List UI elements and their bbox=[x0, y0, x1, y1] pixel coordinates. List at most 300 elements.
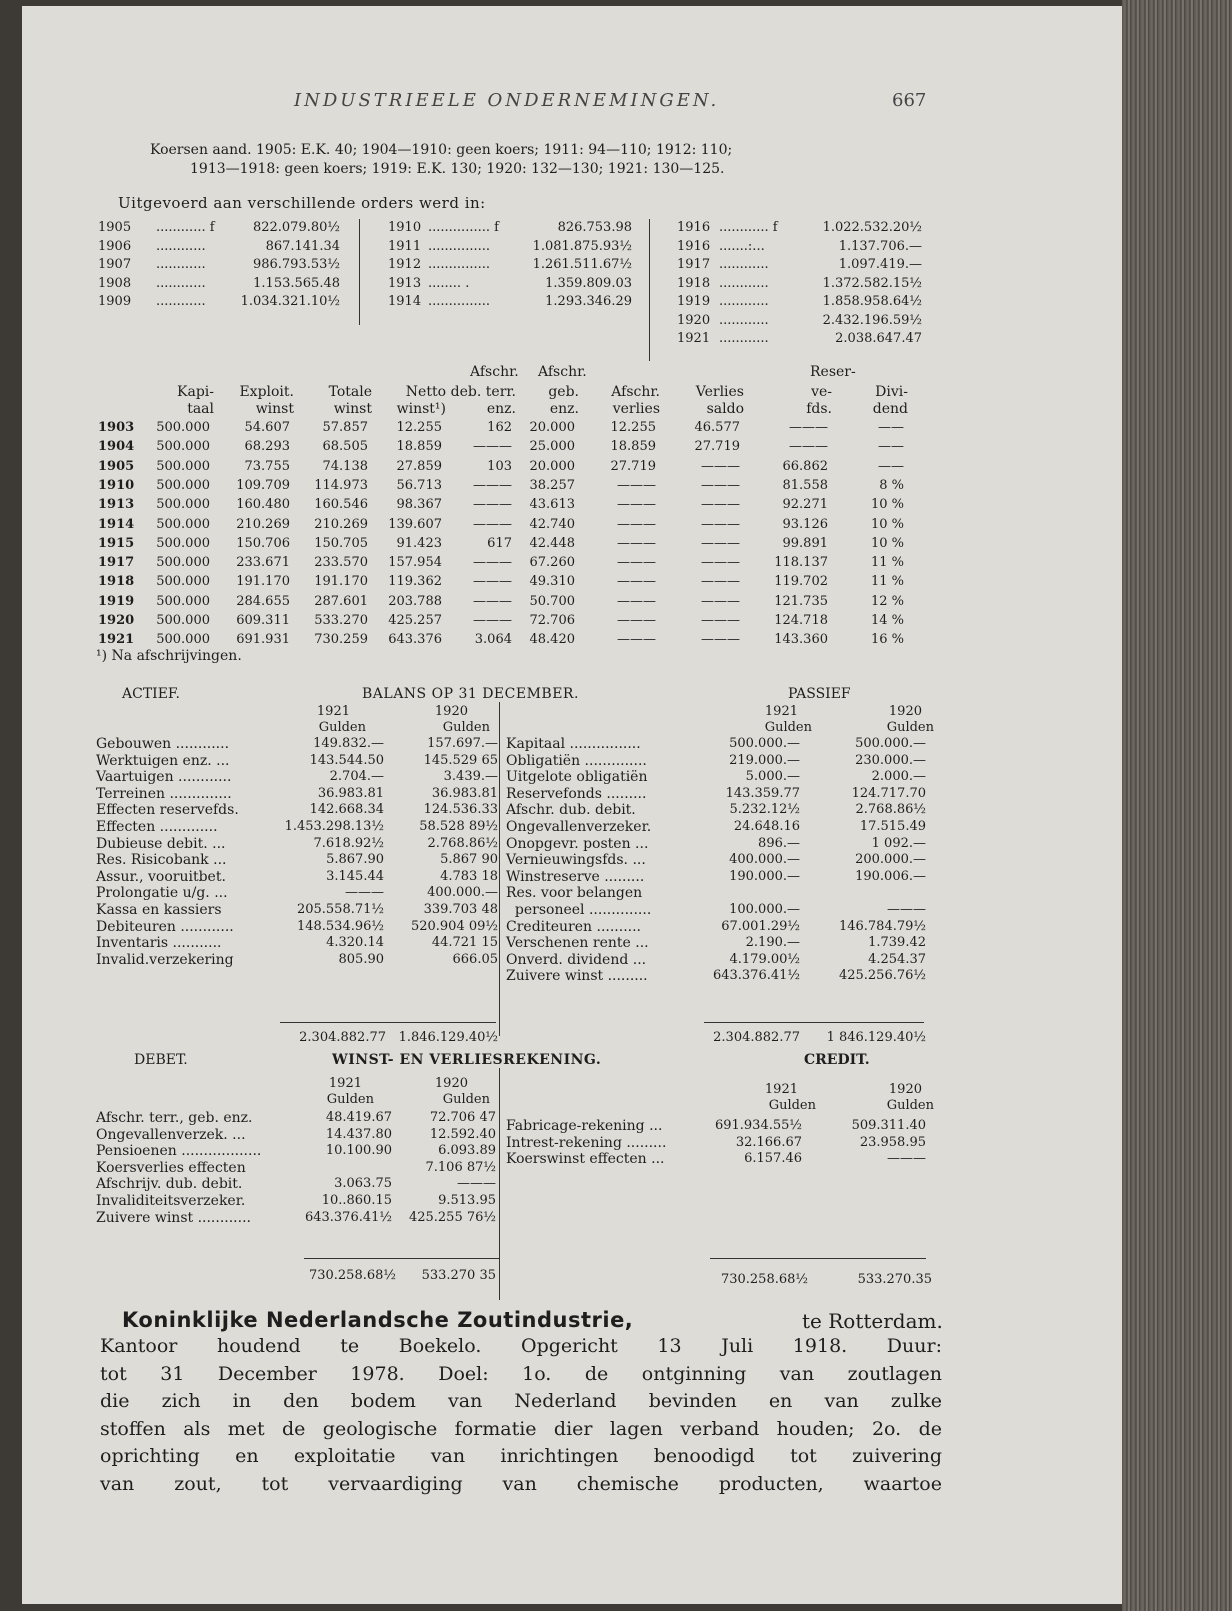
results-cell: 27.719 bbox=[694, 439, 740, 455]
order-leader: ............... f bbox=[428, 220, 499, 235]
winst-year: 1920 bbox=[888, 1082, 922, 1097]
order-year: 1916 bbox=[677, 238, 711, 254]
results-cell: 500.000 bbox=[156, 555, 210, 571]
results-cell: 150.705 bbox=[314, 535, 368, 551]
results-cell: 191.170 bbox=[236, 574, 290, 590]
results-header: Divi- bbox=[875, 384, 908, 400]
results-cell: 54.607 bbox=[244, 420, 290, 435]
results-cell: 68.505 bbox=[322, 439, 368, 455]
passief-label: Verschenen rente ... bbox=[506, 935, 649, 952]
actief-1921: 5.867.90 bbox=[326, 852, 384, 868]
order-leader: ............ bbox=[719, 294, 769, 309]
results-cell: ——— bbox=[617, 497, 656, 513]
results-year: 1903 bbox=[98, 420, 135, 435]
results-cell: 72.706 bbox=[529, 613, 575, 628]
passief-label: Res. voor belangen bbox=[506, 885, 643, 902]
results-cell: ——— bbox=[701, 574, 740, 590]
results-year: 1904 bbox=[98, 439, 135, 455]
actief-1921: 4.320.14 bbox=[326, 935, 384, 951]
results-cell: ——— bbox=[701, 555, 740, 571]
winst-unit: Gulden bbox=[442, 1092, 490, 1107]
passief-1920: 2.768.86½ bbox=[855, 802, 926, 818]
passief-1920: 1 092.— bbox=[871, 835, 926, 851]
actief-label: Assur., vooruitbet. bbox=[96, 868, 226, 885]
actief-1920: 339.703 48 bbox=[423, 902, 498, 917]
results-cell: 609.311 bbox=[236, 613, 290, 628]
results-header: Totale bbox=[328, 384, 372, 400]
results-cell: 287.601 bbox=[314, 593, 368, 609]
passief-1920: 2.000.— bbox=[871, 769, 926, 785]
company-line: tot 31 December 1978. Doel: 1o. de ontginning van zoutlagen bbox=[100, 1362, 942, 1385]
order-leader: ............ f bbox=[719, 220, 778, 235]
book-edge bbox=[1122, 0, 1232, 1611]
winst-year: 1920 bbox=[434, 1076, 468, 1091]
actief-label: Dubieuse debit. ... bbox=[96, 835, 226, 852]
order-leader: ............ bbox=[156, 257, 206, 272]
order-leader: ............... bbox=[428, 294, 490, 309]
results-cell: 10 % bbox=[870, 535, 904, 551]
order-amount: 1.081.875.93½ bbox=[532, 238, 632, 254]
results-year: 1920 bbox=[98, 613, 135, 628]
actief-1921: 148.534.96½ bbox=[296, 918, 384, 934]
balans-year: 1921 bbox=[764, 704, 798, 719]
results-cell: ——— bbox=[789, 439, 828, 455]
results-cell: 92.271 bbox=[782, 497, 828, 513]
winst-unit: Gulden bbox=[326, 1092, 374, 1107]
results-cell: 157.954 bbox=[388, 555, 442, 571]
order-amount: 867.141.34 bbox=[265, 238, 340, 254]
results-cell: 12.255 bbox=[610, 420, 656, 435]
passief-total-1921: 2.304.882.77 bbox=[713, 1030, 800, 1045]
actief-1920: 5.867 90 bbox=[440, 852, 498, 868]
results-header: Kapi- bbox=[177, 384, 214, 400]
results-cell: 114.973 bbox=[314, 477, 368, 493]
passief-1921: 5.000.— bbox=[745, 769, 800, 785]
debet-1920: 7.106 87½ bbox=[425, 1159, 496, 1175]
results-cell: 91.423 bbox=[396, 535, 442, 551]
results-cell: 49.310 bbox=[529, 574, 575, 590]
results-header: saldo bbox=[706, 401, 744, 417]
debet-1921: 3.063.75 bbox=[334, 1176, 392, 1192]
actief-1921: 1.453.298.13½ bbox=[284, 819, 384, 834]
order-amount: 1.153.565.48 bbox=[253, 275, 340, 291]
results-header: winst¹) bbox=[396, 401, 446, 417]
passief-1921: 2.190.— bbox=[745, 935, 800, 951]
order-amount: 986.793.53½ bbox=[252, 257, 340, 272]
balans-year: 1921 bbox=[316, 704, 350, 719]
results-cell: ——— bbox=[617, 535, 656, 551]
results-cell: 103 bbox=[487, 458, 512, 474]
balans-unit: Gulden bbox=[764, 720, 812, 735]
balans-unit: Gulden bbox=[318, 720, 366, 735]
balans-year: 1920 bbox=[888, 704, 922, 719]
debet-1921: 10.100.90 bbox=[325, 1143, 392, 1159]
results-year: 1915 bbox=[98, 535, 135, 551]
order-year: 1913 bbox=[388, 275, 422, 291]
results-cell: 500.000 bbox=[156, 593, 210, 609]
actief-1921: 36.983.81 bbox=[317, 785, 384, 801]
results-cell: 10 % bbox=[870, 497, 904, 513]
results-cell: 119.702 bbox=[774, 574, 828, 590]
results-year: 1917 bbox=[98, 555, 135, 571]
passief-1920: 146.784.79½ bbox=[838, 918, 926, 934]
actief-1921: 805.90 bbox=[338, 951, 384, 967]
results-cell: 56.713 bbox=[396, 477, 442, 493]
results-cell: 18.859 bbox=[396, 439, 442, 455]
results-cell: 43.613 bbox=[529, 497, 575, 513]
results-cell: ——— bbox=[617, 593, 656, 609]
order-amount: 1.359.809.03 bbox=[545, 275, 632, 291]
results-cell: 500.000 bbox=[156, 458, 210, 474]
debet-total-1921: 730.258.68½ bbox=[308, 1268, 396, 1283]
order-amount: 1.372.582.15½ bbox=[822, 275, 922, 291]
results-cell: ——— bbox=[617, 632, 656, 648]
results-cell: 8 % bbox=[879, 477, 904, 493]
results-header-top: Afschr. bbox=[470, 364, 519, 380]
order-amount: 1.137.706.— bbox=[838, 238, 922, 254]
actief-1921: 143.544.50 bbox=[309, 752, 384, 768]
results-cell: —— bbox=[878, 439, 904, 455]
credit-total-1921: 730.258.68½ bbox=[720, 1272, 808, 1287]
results-cell: 3.064 bbox=[474, 632, 512, 648]
actief-1920: 520.904 09½ bbox=[410, 918, 498, 934]
passief-label: Zuivere winst ......... bbox=[506, 968, 648, 985]
actief-1921: 142.668.34 bbox=[309, 802, 384, 818]
actief-label: Kassa en kassiers bbox=[96, 902, 222, 918]
order-year: 1921 bbox=[677, 331, 711, 346]
balans-title: BALANS OP 31 DECEMBER. bbox=[362, 686, 579, 702]
passief-1920: ——— bbox=[887, 902, 926, 917]
passief-label: Reservefonds ......... bbox=[506, 785, 647, 802]
order-year: 1914 bbox=[388, 294, 422, 309]
passief-1921: 100.000.— bbox=[729, 902, 800, 917]
credit-label: Intrest-rekening ......... bbox=[506, 1134, 667, 1151]
debet-1921: 48.419.67 bbox=[325, 1110, 392, 1125]
results-cell: ——— bbox=[617, 613, 656, 628]
winst-year: 1921 bbox=[328, 1076, 362, 1091]
debet-1921: 643.376.41½ bbox=[304, 1209, 392, 1225]
passief-1920: 190.006.— bbox=[855, 868, 926, 884]
results-cell: ——— bbox=[701, 613, 740, 628]
passief-1920: 425.256.76½ bbox=[838, 968, 926, 984]
results-cell: 210.269 bbox=[236, 516, 290, 532]
winst-left-label: DEBET. bbox=[134, 1052, 188, 1068]
winst-unit: Gulden bbox=[768, 1098, 816, 1113]
passief-1920: 124.717.70 bbox=[851, 785, 926, 801]
passief-1921: 67.001.29½ bbox=[721, 918, 800, 934]
winst-right-label: CREDIT. bbox=[804, 1052, 870, 1068]
actief-1921: ——— bbox=[345, 885, 384, 901]
debet-1921: 14.437.80 bbox=[325, 1126, 392, 1142]
order-leader: ............ bbox=[156, 294, 206, 309]
company-location: te Rotterdam. bbox=[802, 1309, 943, 1333]
results-header: Afschr. bbox=[611, 384, 660, 400]
results-cell: ——— bbox=[701, 632, 740, 648]
order-year: 1906 bbox=[98, 238, 132, 254]
results-cell: 284.655 bbox=[236, 593, 290, 609]
results-cell: 99.891 bbox=[782, 535, 828, 551]
results-cell: ——— bbox=[473, 497, 512, 513]
passief-1921: 500.000.— bbox=[729, 736, 800, 751]
results-cell: 124.718 bbox=[774, 613, 828, 628]
actief-label: Prolongatie u/g. ... bbox=[96, 885, 228, 902]
credit-1921: 32.166.67 bbox=[735, 1134, 802, 1150]
order-leader: ............ f bbox=[156, 220, 215, 235]
results-cell: —— bbox=[878, 458, 904, 474]
results-cell: 533.270 bbox=[314, 613, 368, 628]
debet-label: Invaliditeitsverzeker. bbox=[96, 1193, 246, 1209]
results-header-top: Reser- bbox=[810, 364, 856, 380]
results-cell: 73.755 bbox=[244, 458, 290, 474]
results-header: winst bbox=[333, 401, 372, 417]
footnote: ¹) Na afschrijvingen. bbox=[96, 648, 242, 664]
results-cell: ——— bbox=[701, 535, 740, 551]
actief-1920: 666.05 bbox=[452, 951, 498, 967]
results-cell: ——— bbox=[701, 477, 740, 493]
actief-1920: 58.528 89½ bbox=[419, 819, 498, 834]
winst-unit: Gulden bbox=[886, 1098, 934, 1113]
credit-label: Koerswinst effecten ... bbox=[506, 1151, 665, 1168]
passief-1920: 17.515.49 bbox=[859, 819, 926, 834]
order-year: 1919 bbox=[677, 294, 711, 309]
results-cell: ——— bbox=[473, 477, 512, 493]
winst-title: WINST- EN VERLIESREKENING. bbox=[332, 1052, 602, 1068]
company-line: oprichting en exploitatie van inrichtingen benoodigd tot zuivering bbox=[100, 1445, 942, 1467]
debet-1920: 9.513.95 bbox=[438, 1193, 496, 1208]
passief-1920: 200.000.— bbox=[855, 852, 926, 868]
results-cell: ——— bbox=[701, 593, 740, 609]
running-header: INDUSTRIEELE ONDERNEMINGEN. bbox=[294, 90, 720, 111]
total-rule bbox=[710, 1258, 926, 1259]
results-cell: 16 % bbox=[870, 632, 904, 648]
passief-1921: 143.359.77 bbox=[725, 785, 800, 801]
credit-label: Fabricage-rekening ... bbox=[506, 1118, 663, 1134]
results-cell: 66.862 bbox=[782, 458, 828, 474]
results-cell: ——— bbox=[617, 574, 656, 590]
results-cell: 500.000 bbox=[156, 516, 210, 532]
order-year: 1918 bbox=[677, 275, 711, 291]
credit-1920: ——— bbox=[887, 1151, 926, 1167]
actief-1920: 157.697.— bbox=[427, 736, 498, 751]
results-cell: 68.293 bbox=[244, 439, 290, 455]
results-cell: 12 % bbox=[870, 593, 904, 609]
company-line: stoffen als met de geologische formatie dier lagen verband houden; 2o. de bbox=[100, 1417, 942, 1440]
passief-1920: 1.739.42 bbox=[868, 935, 926, 951]
results-cell: 50.700 bbox=[529, 593, 575, 609]
order-amount: 822.079.80½ bbox=[252, 220, 340, 235]
passief-label: Afschr. dub. debit. bbox=[506, 802, 636, 819]
order-year: 1907 bbox=[98, 257, 132, 272]
results-cell: 38.257 bbox=[529, 477, 575, 493]
results-cell: 118.137 bbox=[774, 555, 828, 571]
koersen-line-1: Koersen aand. 1905: E.K. 40; 1904—1910: geen koers; 1911: 94—110; 1912: 110; bbox=[150, 142, 733, 158]
actief-1920: 36.983.81 bbox=[431, 785, 498, 801]
actief-1921: 3.145.44 bbox=[326, 868, 384, 884]
order-leader: ............ bbox=[719, 257, 769, 272]
actief-label: Terreinen .............. bbox=[96, 785, 232, 802]
debet-1920: 12.592.40 bbox=[429, 1126, 496, 1142]
results-cell: 643.376 bbox=[388, 632, 442, 648]
results-header: dend bbox=[872, 401, 908, 417]
results-cell: ——— bbox=[701, 516, 740, 532]
results-header-top: Afschr. bbox=[538, 364, 587, 380]
passief-1921: 896.— bbox=[758, 835, 800, 851]
passief-1920: 500.000.— bbox=[855, 736, 926, 751]
results-cell: 233.671 bbox=[236, 555, 290, 571]
debet-label: Ongevallenverzek. ... bbox=[96, 1126, 246, 1143]
winst-year: 1921 bbox=[764, 1082, 798, 1097]
results-cell: ——— bbox=[473, 613, 512, 628]
actief-label: Invalid.verzekering bbox=[96, 951, 234, 968]
actief-1921: 149.832.— bbox=[313, 736, 384, 751]
results-cell: 109.709 bbox=[236, 477, 290, 493]
order-year: 1908 bbox=[98, 275, 132, 291]
debet-total-1920: 533.270 35 bbox=[421, 1268, 496, 1283]
results-cell: 162 bbox=[487, 420, 512, 435]
actief-1920: 3.439.— bbox=[443, 769, 498, 785]
order-year: 1909 bbox=[98, 294, 132, 309]
results-cell: 150.706 bbox=[236, 535, 290, 551]
results-cell: 74.138 bbox=[322, 458, 368, 474]
results-cell: 67.260 bbox=[529, 555, 575, 571]
order-amount: 1.261.511.67½ bbox=[532, 257, 632, 272]
actief-1920: 145.529 65 bbox=[423, 752, 498, 768]
order-year: 1916 bbox=[677, 220, 711, 235]
results-cell: 500.000 bbox=[156, 497, 210, 513]
results-cell: 233.570 bbox=[314, 555, 368, 571]
results-cell: 500.000 bbox=[156, 535, 210, 551]
order-leader: ............ bbox=[719, 331, 769, 346]
company-name: Koninklijke Nederlandsche Zoutindustrie, bbox=[122, 1308, 634, 1332]
actief-label: Effecten reservefds. bbox=[96, 802, 239, 819]
results-cell: ——— bbox=[473, 439, 512, 455]
passief-1921: 400.000.— bbox=[729, 852, 800, 868]
results-cell: 691.931 bbox=[236, 632, 290, 648]
results-cell: ——— bbox=[473, 516, 512, 532]
order-leader: ............... bbox=[428, 238, 490, 254]
koersen-line-2: 1913—1918: geen koers; 1919: E.K. 130; 1920: 132—130; 1921: 130—125. bbox=[190, 161, 725, 177]
results-cell: 500.000 bbox=[156, 613, 210, 628]
results-cell: ——— bbox=[617, 555, 656, 571]
results-cell: 42.448 bbox=[529, 535, 575, 551]
company-line: van zout, tot vervaardiging van chemische producten, waartoe bbox=[100, 1472, 942, 1495]
results-year: 1905 bbox=[98, 458, 135, 474]
passief-total-1920: 1 846.129.40½ bbox=[826, 1030, 926, 1045]
results-cell: 160.546 bbox=[314, 497, 368, 513]
order-amount: 1.097.419.— bbox=[838, 257, 922, 272]
passief-label: Uitgelote obligatiën bbox=[506, 769, 648, 786]
credit-1920: 509.311.40 bbox=[851, 1118, 926, 1133]
passief-1920: 4.254.37 bbox=[868, 951, 926, 967]
results-cell: 57.857 bbox=[322, 420, 368, 435]
results-header: deb. terr. bbox=[450, 384, 516, 400]
order-year: 1917 bbox=[677, 257, 711, 272]
results-cell: 191.170 bbox=[314, 574, 368, 590]
results-cell: 210.269 bbox=[314, 516, 368, 532]
results-cell: 617 bbox=[487, 535, 512, 551]
actief-label: Werktuigen enz. ... bbox=[96, 752, 230, 769]
results-cell: ——— bbox=[473, 574, 512, 590]
results-header: verlies bbox=[612, 401, 660, 417]
results-header: geb. bbox=[548, 384, 579, 400]
actief-label: Effecten ............. bbox=[96, 819, 218, 835]
results-cell: ——— bbox=[701, 497, 740, 513]
results-cell: 11 % bbox=[870, 574, 904, 590]
results-cell: ——— bbox=[473, 555, 512, 571]
actief-1920: 2.768.86½ bbox=[427, 835, 498, 851]
order-amount: 1.034.321.10½ bbox=[240, 294, 340, 309]
order-leader: ............ bbox=[719, 312, 769, 328]
results-header: ve- bbox=[811, 384, 832, 400]
book-page bbox=[22, 6, 1122, 1604]
passief-label: Ongevallenverzeker. bbox=[506, 819, 652, 835]
results-cell: 27.859 bbox=[396, 458, 442, 474]
debet-1920: 425.255 76½ bbox=[408, 1209, 496, 1225]
actief-1920: 124.536.33 bbox=[423, 802, 498, 818]
results-cell: 10 % bbox=[870, 516, 904, 532]
balans-right-label: PASSIEF bbox=[788, 686, 851, 702]
passief-label: Onverd. dividend ... bbox=[506, 951, 647, 968]
debet-label: Pensioenen .................. bbox=[96, 1143, 262, 1160]
results-cell: 81.558 bbox=[782, 477, 828, 493]
results-cell: 14 % bbox=[870, 613, 904, 628]
actief-1920: 400.000.— bbox=[427, 885, 498, 901]
results-cell: 12.255 bbox=[396, 420, 442, 435]
order-leader: ............... bbox=[428, 257, 490, 272]
results-cell: 139.607 bbox=[388, 516, 442, 532]
results-cell: ——— bbox=[617, 477, 656, 493]
results-cell: 46.577 bbox=[694, 420, 740, 435]
results-year: 1919 bbox=[98, 593, 135, 609]
passief-label: Crediteuren .......... bbox=[506, 918, 642, 935]
results-cell: 500.000 bbox=[156, 420, 210, 435]
debet-label: Afschrijv. dub. debit. bbox=[96, 1176, 243, 1193]
passief-1921: 219.000.— bbox=[729, 752, 800, 768]
company-line: die zich in den bodem van Nederland bevinden en van zulke bbox=[100, 1390, 942, 1412]
actief-1920: 44.721 15 bbox=[431, 935, 498, 951]
order-year: 1920 bbox=[677, 312, 711, 328]
debet-1920: 72.706 47 bbox=[429, 1110, 496, 1125]
results-cell: 20.000 bbox=[529, 458, 575, 474]
passief-label: Obligatiën .............. bbox=[506, 752, 647, 769]
passief-1921: 24.648.16 bbox=[733, 819, 800, 834]
results-cell: 500.000 bbox=[156, 477, 210, 493]
results-cell: 121.735 bbox=[774, 593, 828, 609]
order-leader: ........ . bbox=[428, 275, 470, 291]
passief-1921: 5.232.12½ bbox=[729, 802, 800, 818]
order-amount: 1.022.532.20½ bbox=[822, 220, 922, 235]
results-header: Verlies bbox=[695, 384, 744, 400]
actief-label: Res. Risicobank ... bbox=[96, 852, 227, 869]
results-cell: 143.360 bbox=[774, 632, 828, 648]
results-cell: 93.126 bbox=[782, 516, 828, 532]
actief-1921: 7.618.92½ bbox=[313, 835, 384, 851]
passief-1921: 643.376.41½ bbox=[712, 968, 800, 984]
passief-label: Vernieuwingsfds. ... bbox=[506, 852, 646, 869]
debet-1920: 6.093.89 bbox=[438, 1143, 496, 1159]
results-cell: —— bbox=[878, 420, 904, 435]
actief-1921: 2.704.— bbox=[329, 769, 384, 785]
debet-1921: 10..860.15 bbox=[321, 1193, 392, 1208]
passief-label: personeel .............. bbox=[506, 902, 652, 918]
results-cell: 500.000 bbox=[156, 439, 210, 455]
results-header: enz. bbox=[549, 401, 579, 417]
results-year: 1914 bbox=[98, 516, 135, 532]
total-rule bbox=[704, 1022, 924, 1023]
results-cell: 20.000 bbox=[529, 420, 575, 435]
results-header: winst bbox=[255, 401, 294, 417]
results-cell: ——— bbox=[473, 593, 512, 609]
